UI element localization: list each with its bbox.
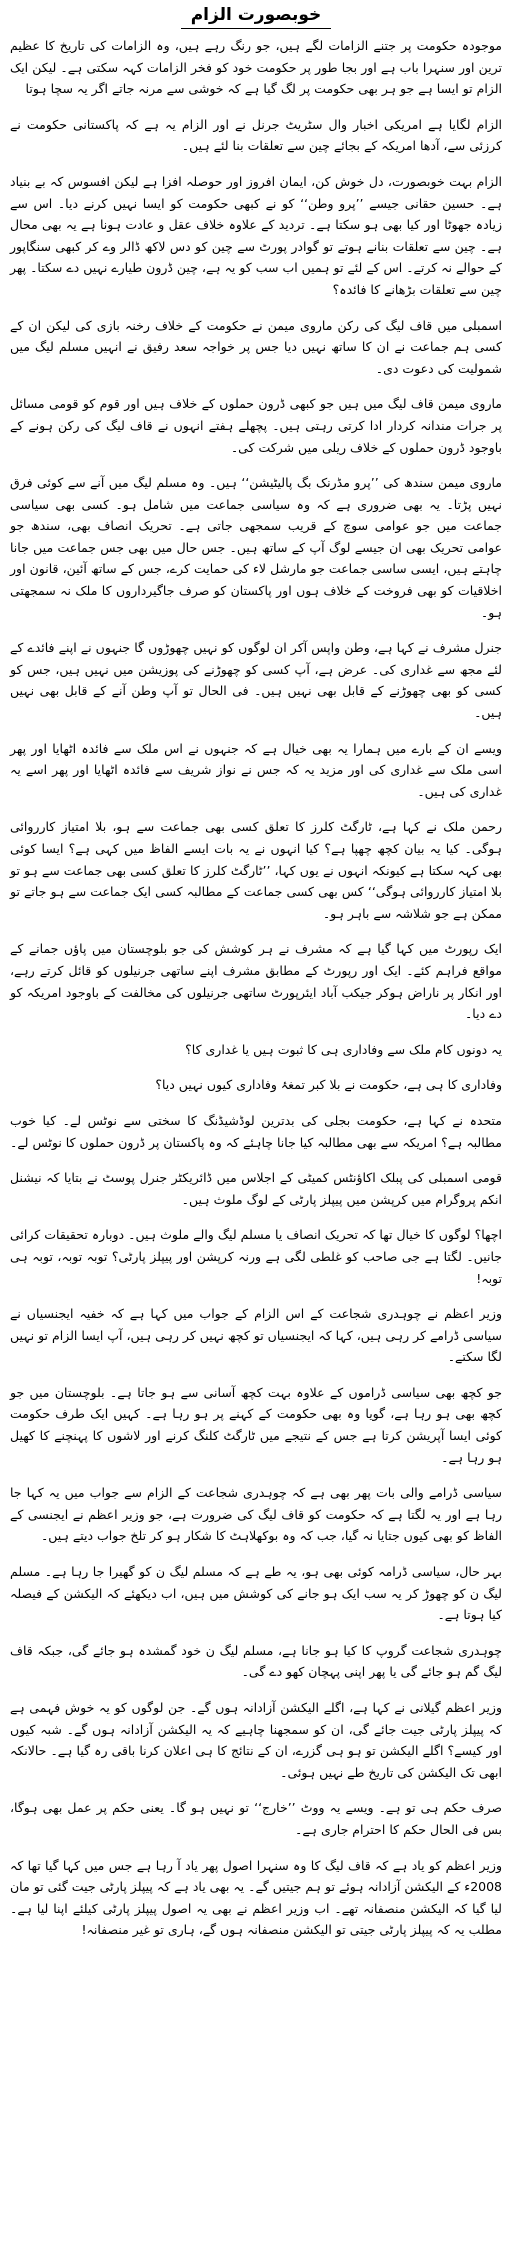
- paragraph: بہر حال، سیاسی ڈرامہ کوئی بھی ہو، یہ طے ہے کہ مسلم لیگ ن کو گھیرا جا رہا ہے۔ مسلم لیگ ن کو چھوڑ کر یہ سب ایک ہو جانے کی کوشش میں ہیں، اب دیکھئے کہ الیکشن کے فیصلہ کیا ہوتا ہے۔: [10, 1564, 502, 1623]
- paragraph: اچھا؟ لوگوں کا خیال تھا کہ تحریک انصاف یا مسلم لیگ والے ملوث ہیں۔ دوبارہ تحقیقات کرائی جانیں۔ لگتا ہے جی صاحب کو غلطی لگی ہے ورنہ کرپشن اور پیپلز پارٹی؟ توبہ توبہ، توبہ ہی توبہ!: [10, 1227, 502, 1286]
- paragraph: وفاداری کا ہی ہے، حکومت نے بلا کبر تمغۂ وفاداری کیوں نہیں دیا؟: [155, 1077, 502, 1093]
- paragraph: چوہدری شجاعت گروپ کا کیا ہو جانا ہے، مسلم لیگ ن خود گمشدہ ہو جائے گی، جبکہ قاف لیگ گم ہو جائے گی یا پھر اپنی پہچان کھو دے گی۔: [10, 1642, 502, 1680]
- paragraph: موجودہ حکومت پر جتنے الزامات لگے ہیں، جو رنگ رہے ہیں، وہ الزامات کی تاریخ کا عظیم ترین اور سنہرا باب ہے اور بجا طور پر حکومت خود کو فخر الزامات کہہ سکتی ہے۔ لیکن ایک الزام تو ایسا ہے جو ہر بھی حکومت پر لگ گیا ہے کہ خوشی سے مرنہ جاتے اگر یہ سچا ہوتا: [10, 38, 502, 97]
- paragraph: وزیر اعظم نے چوہدری شجاعت کے اس الزام کے جواب میں کہا ہے کہ خفیہ ایجنسیاں نے سیاسی ڈرامے کر رہی ہیں، کہا کہ ایجنسیاں تو کچھ نہیں کر رہی ہیں، آپ ایسا الزام تو نہیں لگا سکتے۔: [10, 1306, 502, 1365]
- paragraph: ماروی میمن قاف لیگ میں ہیں جو کبھی ڈرون حملوں کے خلاف ہیں اور قوم کو قومی مسائل پر جرات مندانہ کردار ادا کرتی رہتی ہیں۔ پچھلے ہفتے انہوں نے قاف لیگ کی رکن ہونے کے باوجود ڈرون حملوں کے خلاف ریلی میں شرکت کی۔: [10, 396, 502, 455]
- paragraph: وزیر اعظم کو یاد ہے کہ قاف لیگ کا وہ سنہرا اصول پھر یاد آ رہا ہے جس میں کہا گیا تھا کہ 2008ء کے الیکشن آزادانہ ہوئے تو ہم جیتیں گے۔ یہ بھی یاد ہے کہ پیپلز پارٹی جیت گئی تو مان لیا گیا کہ الیکشن منصفانہ تھے۔ اب وزیر اعظم نے بھی یہ اصول پیپلز پارٹی کیلئے اپنا لیا ہے۔ مطلب یہ کہ پیپلز پارٹی جیتی تو الیکشن منصفانہ ہوں گے، ہاری تو غیر منصفانہ!: [10, 1857, 502, 1938]
- paragraph: وزیر اعظم گیلانی نے کہا ہے، اگلے الیکشن آزادانہ ہوں گے۔ جن لوگوں کو یہ خوش فہمی ہے کہ پیپلز پارٹی جیت جائے گی، ان کو سمجھنا چاہیے کہ یہ الیکشن آزادانہ ہوں گے۔ شبہ کیوں اور کیسے؟ اگلے الیکشن تو ہو ہی گزرے، ان کے نتائج کا ہی اعلان کرنا باقی رہ گیا ہے۔ حالانکہ ابھی تک الیکشن کی تاریخ طے نہیں ہوئی۔: [10, 1700, 502, 1780]
- paragraph: الزام لگایا ہے امریکی اخبار وال سٹریٹ جرنل نے اور الزام یہ ہے کہ پاکستانی حکومت نے کرزئی سے، آدھا امریکہ کے بجائے چین سے تعلقات بنا لئے ہیں۔: [10, 116, 502, 154]
- paragraph: ویسے ان کے بارے میں ہمارا یہ بھی خیال ہے کہ جنہوں نے اس ملک سے فائدہ اٹھایا اور پھر اسی ملک سے غداری کی اور مزید یہ کہ جس نے نواز شریف سے فائدہ اٹھایا اور پھر اسے یہ غداری کی ہیں۔: [10, 740, 502, 799]
- paragraph: متحدہ نے کہا ہے، حکومت بجلی کی بدترین لوڈشیڈنگ کا سختی سے نوٹس لے۔ کیا خوب مطالبہ ہے؟ امریکہ سے بھی مطالبہ کیا جانا چاہئے کہ وہ پاکستان پر ڈرون حملوں کا نوٹس لے۔: [10, 1112, 502, 1150]
- column-body: [10, 35, 502, 1941]
- paragraph: سیاسی ڈرامے والی بات پھر بھی ہے کہ چوہدری شجاعت کے الزام سے جواب میں یہ کہا جا رہا ہے اور یہ لگتا ہے کہ حکومت کو قاف لیگ کی ضرورت ہے، جو وزیر اعظم نے ایجنسی کے الفاظ کو بھی کیوں جتایا نہ گیا، جب کہ وہ بوکھلاہٹ کا شکار ہو کر تلخ جواب دیتے ہیں۔: [10, 1485, 502, 1544]
- paragraph: ایک رپورٹ میں کہا گیا ہے کہ مشرف نے ہر کوشش کی جو بلوچستان میں پاؤں جمانے کے مواقع فراہم کئے۔ ایک اور رپورٹ کے مطابق مشرف اپنے ساتھی جرنیلوں کو قائل کرتے رہے، اور انکار پر ناراض ہوکر جیکب آباد ایئرپورٹ ساتھی جرنیلوں کی مخالفت کے باوجود امریکہ کو دے دیا۔: [10, 941, 502, 1022]
- column-title: خوبصورت الزام: [181, 4, 331, 29]
- paragraph: الزام بہت خوبصورت، دل خوش کن، ایمان افروز اور حوصلہ افزا ہے لیکن افسوس کہ بے بنیاد ہے۔ حسین حقانی جیسے ’’پرو وطن‘‘ کو نے کبھی حکومت کو ایسا نہیں کرنے دیا۔ اس سے زیادہ جھوٹا اور کیا بھی ہو سکتا ہے۔ تردید کے علاوہ خلاف عقل و عادت ہونا ہے یہ بھی محال ہے۔ چین سے تعلقات بنانے ہوتے تو گوادر پورٹ سے چین کو دس لاکھ ڈالر وے کر کبھی سنگاپور کے حوالے نہ کرتے۔ اس کے لئے تو ہمیں اب سب کو یہ ہے، چین ڈرون طیارے نہیں دے سکتا۔ پھر چین سے تعلقات بڑھانے کا فائدہ؟: [9, 173, 502, 297]
- paragraph: یہ دونوں کام ملک سے وفاداری ہی کا ثبوت ہیں یا غداری کا؟: [185, 1041, 502, 1057]
- paragraph: رحمن ملک نے کہا ہے، ٹارگٹ کلرز کا تعلق کسی بھی جماعت سے ہو، بلا امتیاز کارروائی ہوگی۔ کیا یہ بیان کچھ چھپا ہے؟ کیا انہوں نے یہ بات ایسے الفاظ میں کہی ہے؟ ایسا کوئی بھی کہہ سکتا ہے کیونکہ انہوں نے یوں کہا، ’’ٹارگٹ کلرز کا تعلق کسی بھی جماعت سے ہو تو بلا امتیاز کارروائی ہوگی‘‘ کس بھی کسی جماعت کے مطالبہ کسی ایک جماعت سے ہو جاتے تو ممکن ہے جو شلاشہ سے باہر ہو۔: [10, 819, 502, 921]
- paragraph: اسمبلی میں قاف لیگ کی رکن ماروی میمن نے حکومت کے خلاف رخنہ بازی کی لیکن ان کے کسی ہم جماعت نے ان کا ساتھ نہیں دیا جس پر خواجہ سعد رفیق نے انہیں مسلم لیگ میں شمولیت کی دعوت دی۔: [10, 317, 502, 376]
- paragraph: ماروی میمن سندھ کی ’’پرو مڈرنک بگ پالیٹیشن‘‘ ہیں۔ وہ مسلم لیگ میں آنے سے کوئی فرق نہیں پڑتا۔ یہ بھی ضروری ہے کہ وہ سیاسی جماعت میں شامل ہو۔ کسی بھی سیاسی جماعت میں جو عوامی سوچ کے قریب سمجھی جاتی ہے۔ تحریک انصاف بھی، سندھ جو عوامی تحریک بھی ان جیسے لوگ آپ کے ساتھ ہیں۔ جس حال میں بھی جس جماعت میں جانا چاہتے ہیں، ایسی ساسی جماعت جو مارشل لاء کی حمایت کرے، جس کے ساتھ آئین، قانون اور اخلاقیات کو بھی فروخت کے خلاف ہوں اور پاکستان کو صرف جاگیرداروں کا ملک نہ سمجھتی ہو۔: [10, 475, 502, 620]
- paragraph: صرف حکم ہی تو ہے۔ ویسے یہ ووٹ ’’خارج‘‘ تو نہیں ہو گا۔ یعنی حکم پر عمل بھی ہوگا، بس فی الحال حکم کا احترام جاری ہے۔: [10, 1800, 502, 1837]
- paragraph: قومی اسمبلی کی پبلک اکاؤنٹس کمیٹی کے اجلاس میں ڈائریکٹر جنرل پوسٹ نے بتایا کہ نیشنل انکم پروگرام میں کرپشن میں پیپلز پارٹی کے لوگ ملوث ہیں۔: [10, 1170, 502, 1207]
- paragraph: جو کچھ بھی سیاسی ڈراموں کے علاوہ بہت کچھ آسانی سے ہو جاتا ہے۔ بلوچستان میں جو کچھ بھی ہو رہا ہے، گویا وہ بھی حکومت کے کہنے پر ہو رہا ہے۔ کہیں ایک طرف حکومت کوئی ایسا آپریشن کرتا ہے جس کے نتیجے میں ٹارگٹ کلنگ کرنے اور لاشوں کا پہنچنے کا کھیل ہو رہا ہے۔: [10, 1384, 502, 1465]
- paragraph: جنرل مشرف نے کہا ہے، وطن واپس آکر ان لوگوں کو نہیں چھوڑوں گا جنہوں نے اپنے فائدے کے لئے مجھ سے غداری کی۔ عرض ہے، آپ کسی کو چھوڑنے کی پوزیشن میں نہیں ہیں، جس کو کسی کو بھی چھوڑنے کے قابل بھی نہیں ہیں۔ فی الحال تو آپ وطن آنے کے قابل بھی نہیں ہیں۔: [10, 640, 502, 721]
